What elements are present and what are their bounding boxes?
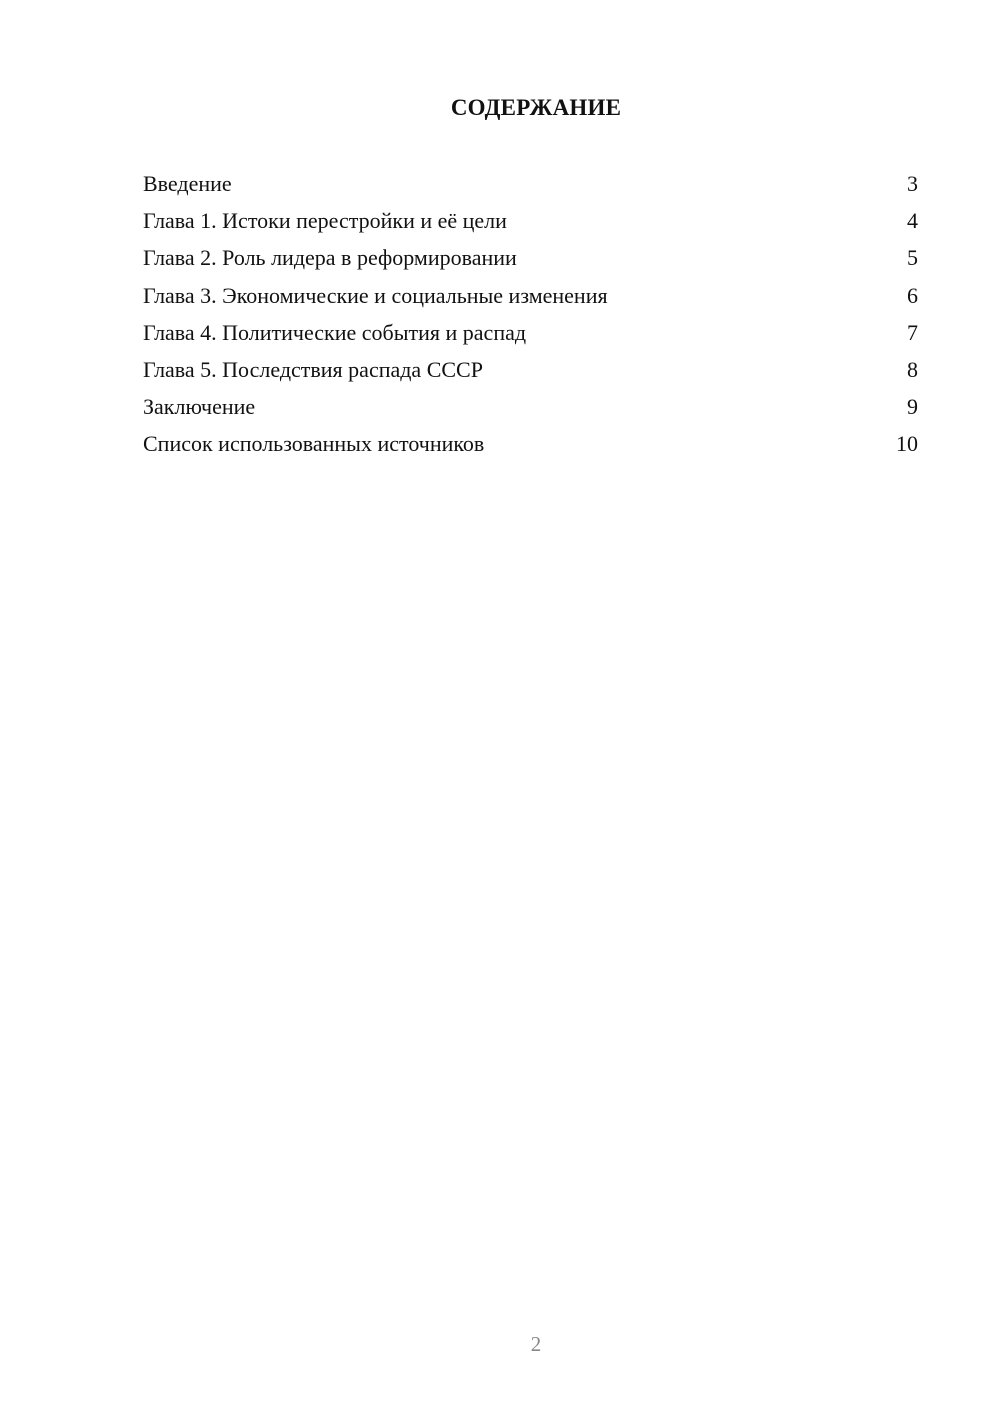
toc-entry-chapter-1 bbox=[143, 206, 918, 243]
toc-entry-references bbox=[143, 429, 918, 466]
toc-entry-label: Введение bbox=[143, 171, 232, 196]
toc-entry-conclusion bbox=[143, 392, 918, 429]
toc-entry-chapter-3 bbox=[143, 281, 918, 318]
toc-entry-label: Глава 1. Истоки перестройки и её цели bbox=[143, 208, 507, 234]
toc-entry-page: 7 bbox=[907, 319, 918, 345]
toc-entry-chapter-4 bbox=[143, 318, 918, 355]
toc-entry-page: 3 bbox=[907, 171, 918, 196]
toc-entry-label: Список использованных источников bbox=[143, 431, 485, 457]
toc-entry-label: Глава 4. Политические события и распад bbox=[143, 319, 527, 345]
toc-entry-page: 4 bbox=[907, 208, 918, 234]
toc-entry-chapter-5 bbox=[143, 355, 918, 392]
toc-entry-page: 10 bbox=[896, 431, 918, 457]
toc-entry-introduction bbox=[143, 169, 918, 206]
toc-entry-label: Глава 2. Роль лидера в реформировании bbox=[143, 245, 517, 271]
toc-entry-page: 5 bbox=[907, 245, 918, 271]
toc-entry-chapter-2 bbox=[143, 243, 918, 280]
toc-entry-page: 6 bbox=[907, 282, 918, 308]
toc-title: СОДЕРЖАНИЕ bbox=[450, 95, 622, 120]
table-of-contents bbox=[143, 169, 918, 467]
page-number: 2 bbox=[530, 1332, 542, 1356]
toc-entry-label: Глава 5. Последствия распада СССР bbox=[143, 356, 483, 382]
toc-entry-label: Заключение bbox=[143, 394, 256, 420]
toc-entry-page: 8 bbox=[907, 356, 918, 382]
toc-entry-page: 9 bbox=[907, 394, 918, 420]
toc-entry-label: Глава 3. Экономические и социальные изменения bbox=[143, 282, 608, 308]
